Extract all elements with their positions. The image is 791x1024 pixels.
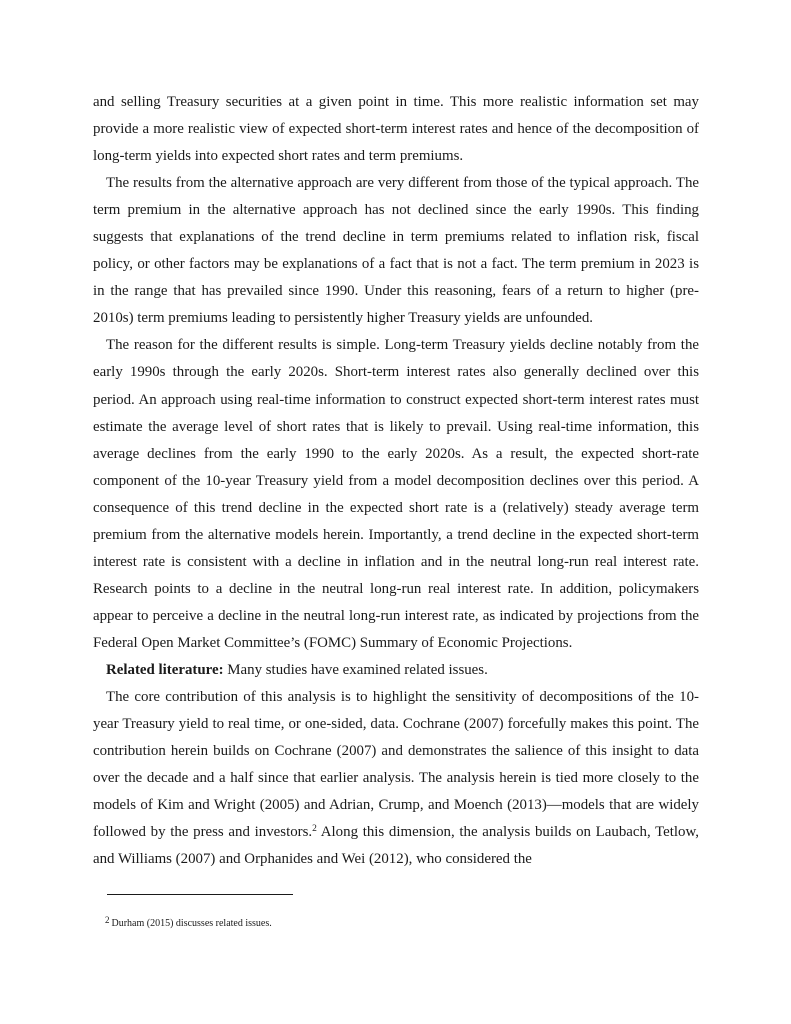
paragraph-results bbox=[93, 170, 699, 332]
run-in-heading: Related literature: bbox=[106, 661, 224, 678]
footnote bbox=[105, 915, 272, 930]
paragraph-contribution bbox=[93, 684, 699, 873]
body-text bbox=[93, 89, 699, 873]
paragraph-text-continued: Along this dimension, the analysis builds on Laubach, Tetlow, and Williams (2007) and Orphanides and Wei (2012), who considered the bbox=[93, 824, 699, 868]
paragraph-continuation bbox=[93, 89, 699, 170]
paragraph-related-literature bbox=[93, 657, 699, 684]
footnote-number: 2 bbox=[105, 915, 110, 925]
paragraph-reason bbox=[93, 332, 699, 657]
paragraph-text: The reason for the different results is simple. Long-term Treasury yields decline notably from the early 1990s through the early 2020s. Short-term interest rates also generally declined over this period. An approach using real-time information to construct expected short-term interest rates must estimate the average level of short rates that is likely to prevail. Using real-time information, this average declines from the early 1990 to the early 2020s. As a result, the expected short-rate component of the 10-year Treasury yield from a model decomposition declines over this period. A consequence of this trend decline in the expected short rate is a (relatively) steady average term premium from the alternative models herein. Importantly, a trend decline in the expected short-term interest rate is consistent with a decline in inflation and in the neutral long-run real interest rate. Research points to a decline in the neutral long-run real interest rate. In addition, policymakers appear to perceive a decline in the neutral long-run interest rate, as indicated by projections from the Federal Open Market Committee’s (FOMC) Summary of Economic Projections. bbox=[93, 337, 699, 651]
footnote-separator bbox=[107, 894, 293, 895]
paragraph-text: Many studies have examined related issues. bbox=[227, 661, 488, 678]
paragraph-text: The results from the alternative approach are very different from those of the typical approach. The term premium in the alternative approach has not declined since the early 1990s. This finding suggests that explanations of the trend decline in term premiums related to inflation risk, fiscal policy, or other factors may be explanations of a fact that is not a fact. The term premium in 2023 is in the range that has prevailed since 1990. Under this reasoning, fears of a return to higher (pre-2010s) term premiums leading to persistently higher Treasury yields are unfounded. bbox=[93, 175, 699, 327]
footnote-reference[interactable]: 2 bbox=[312, 824, 317, 835]
footnote-text: Durham (2015) discusses related issues. bbox=[111, 918, 272, 929]
paragraph-text: and selling Treasury securities at a given point in time. This more realistic information set may provide a more realistic view of expected short-term interest rates and hence of the decomposition of long-term yields into expected short rates and term premiums. bbox=[93, 94, 699, 165]
paragraph-text: The core contribution of this analysis is to highlight the sensitivity of decompositions of the 10-year Treasury yield to real time, or one-sided, data. Cochrane (2007) forcefully makes this point. The contribution herein builds on Cochrane (2007) and demonstrates the salience of this insight to data over the decade and a half since that earlier analysis. The analysis herein is tied more closely to the models of Kim and Wright (2005) and Adrian, Crump, and Moench (2013)—models that are widely followed by the press and investors. bbox=[93, 689, 699, 841]
